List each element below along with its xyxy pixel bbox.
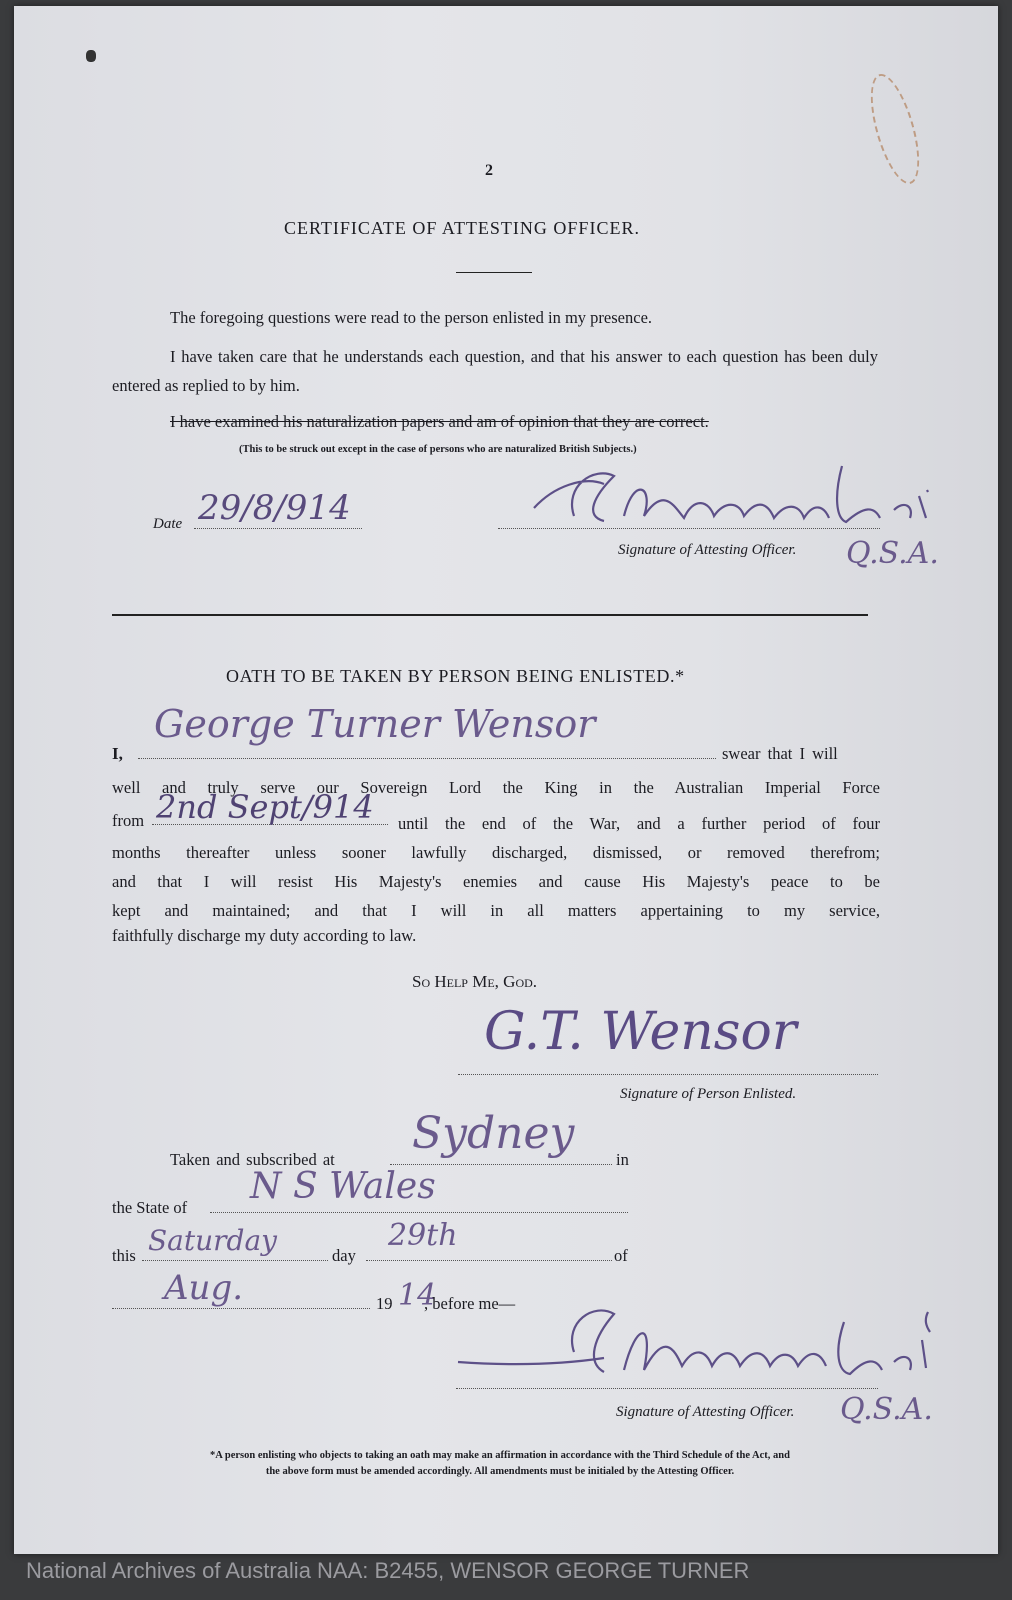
year-prefix: 19 xyxy=(376,1294,393,1313)
officer-signature-1 xyxy=(524,446,944,536)
certificate-paragraph-2: I have taken care that he understands each question, and that his answer to each question has been duly entered as replied to by him. xyxy=(112,347,878,395)
officer-signature-2 xyxy=(454,1292,954,1392)
oath-line-2: well and truly serve our Sovereign Lord the King in the Australian Imperial Force xyxy=(112,778,880,797)
person-signature: G.T. Wensor xyxy=(484,1002,797,1062)
officer-initials-1: Q.S.A. xyxy=(846,536,939,571)
day-line xyxy=(366,1260,612,1261)
title-underline xyxy=(456,272,532,273)
month-handwritten: Aug. xyxy=(164,1268,244,1308)
oath-line-7: faithfully discharge my duty according to law. xyxy=(112,926,417,945)
before-me-label: , before me— xyxy=(424,1294,516,1313)
section-divider xyxy=(112,614,868,616)
oath-line-4: months thereafter unless sooner lawfully discharged, dismissed, or removed therefrom; xyxy=(112,843,880,862)
officer-signature-caption-1: Signature of Attesting Officer. xyxy=(618,542,797,558)
day-label: day xyxy=(332,1246,356,1265)
oath-i-label: I, xyxy=(112,744,123,763)
weekday-handwritten: Saturday xyxy=(148,1224,277,1257)
state-handwritten: N S Wales xyxy=(250,1166,436,1207)
footnote-line-1: *A person enlisting who objects to taking an oath may make an affirmation in accordance with the Third Schedule of the Act, and xyxy=(210,1450,790,1461)
oath-swear: swear that I will xyxy=(722,744,838,763)
oath-line-6: kept and maintained; and that I will in all matters appertaining to my service, xyxy=(112,901,880,920)
taken-subscribed-label: Taken and subscribed at xyxy=(170,1150,335,1169)
enlistee-name-handwritten: George Turner Wensor xyxy=(154,702,596,746)
oath-line-3: until the end of the War, and a further period of four xyxy=(398,814,880,833)
officer-initials-2: Q.S.A. xyxy=(840,1392,933,1427)
certificate-paragraph-3-struck: I have examined his naturalization papers and am of opinion that they are correct. xyxy=(170,412,709,431)
person-signature-caption: Signature of Person Enlisted. xyxy=(620,1086,797,1102)
footnote-line-2: the above form must be amended accordingly. All amendments must be initialed by the Attesting Officer. xyxy=(265,1466,735,1477)
certificate-title: CERTIFICATE OF ATTESTING OFFICER. xyxy=(284,218,640,238)
weekday-line xyxy=(142,1260,328,1261)
in-label: in xyxy=(616,1150,629,1169)
state-line xyxy=(210,1212,628,1213)
place-line xyxy=(390,1164,612,1165)
date-handwritten: 29/8/914 xyxy=(198,488,351,528)
place-handwritten: Sydney xyxy=(412,1108,575,1159)
rust-stain xyxy=(861,69,929,189)
enlistee-name-line xyxy=(138,758,716,759)
day-handwritten: 29th xyxy=(388,1218,458,1253)
oath-from-label: from xyxy=(112,811,145,830)
oath-line-5: and that I will resist His Majesty's enemies and cause His Majesty's peace to be xyxy=(112,872,880,891)
of-label: of xyxy=(614,1246,628,1265)
year-handwritten: 14 xyxy=(398,1278,437,1313)
certificate-paragraph-1: The foregoing questions were read to the person enlisted in my presence. xyxy=(170,308,653,327)
enlistment-date-handwritten: 2nd Sept/914 xyxy=(156,788,374,826)
state-label: the State of xyxy=(112,1198,188,1217)
date-line xyxy=(194,528,362,529)
oath-title: OATH TO BE TAKEN BY PERSON BEING ENLISTED.* xyxy=(226,666,685,686)
naturalization-note: (This to be struck out except in the case of persons who are naturalized British Subjects.) xyxy=(239,444,637,455)
page-number: 2 xyxy=(485,162,493,179)
attestation-page xyxy=(14,6,998,1554)
this-label: this xyxy=(112,1246,136,1265)
person-signature-line xyxy=(458,1074,878,1075)
date-label: Date xyxy=(153,516,183,532)
month-line xyxy=(112,1308,370,1309)
so-help-me-god: So Help Me, God. xyxy=(412,972,538,991)
officer-signature-caption-2: Signature of Attesting Officer. xyxy=(616,1404,795,1420)
archive-watermark: National Archives of Australia NAA: B2455, WENSOR GEORGE TURNER xyxy=(26,1558,750,1583)
ink-spot xyxy=(86,50,96,62)
